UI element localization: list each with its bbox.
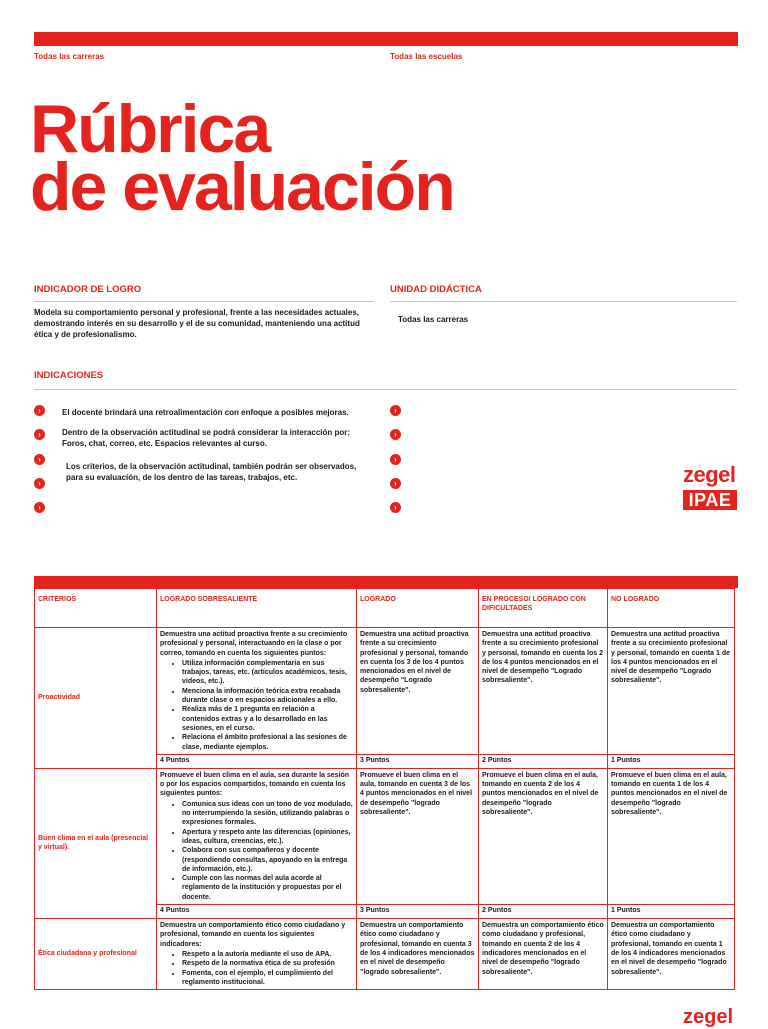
points-cell: 4 Puntos (157, 754, 357, 768)
no-logrado-cell: Demuestra un comportamiento ético como ciudadano y profesional, tomando en cuenta 1 de los 4 indicadores mencionados en el nivel de desempeño "logrado sobresaliente". (608, 919, 735, 990)
bullet-list (160, 950, 353, 987)
rubric-header-row (35, 589, 735, 628)
top-red-bar (34, 32, 738, 46)
logrado-cell: Demuestra un comportamiento ético como ciudadano y profesional, tomando en cuenta 3 de los 4 indicadores mencionados en el nivel de desempeño "logrado sobresaliente". (357, 919, 479, 990)
points-cell: 1 Puntos (608, 754, 735, 768)
indicador-heading: INDICADOR DE LOGRO (34, 284, 142, 295)
arrow-right-circle-icon: › (34, 405, 45, 416)
indicacion-item-1: El docente brindará una retroalimentación con enfoque a posibles mejoras. (62, 408, 349, 417)
arrow-right-circle-icon: › (390, 478, 401, 489)
list-item: • Utiliza información complementaria en sus trabajos, tareas, etc. (artículos académicos, tesis, videos, etc.). (182, 659, 353, 687)
arrow-right-circle-icon: › (34, 502, 45, 513)
indicaciones-heading: INDICACIONES (34, 370, 104, 381)
points-cell: 2 Puntos (479, 905, 608, 919)
all-careers-link[interactable]: Todas las carreras (34, 52, 105, 61)
list-item: • Apertura y respeto ante las diferencias (opiniones, ideas, cultura, creencias, etc.). (182, 828, 353, 847)
arrow-right-circle-icon: › (390, 429, 401, 440)
bullet-list (160, 800, 353, 902)
header-logrado-sobresaliente: LOGRADO SOBRESALIENTE (157, 589, 357, 628)
zegel-logo: zegel (683, 462, 736, 487)
criterion-cell: Proactividad (35, 628, 157, 769)
indicador-text: Modela su comportamiento personal y profesional, frente a las necesidades actuales, demostrando interés en su desarrollo y el de su comunidad, manteniendo una actitud ética y de profesionalismo. (34, 308, 360, 339)
table-red-bar (34, 576, 738, 588)
indicacion-item-3: Los criterios, de la observación actitudinal, también podrán ser observados, para su evaluación, de los dentro de las tareas, trabajos, etc. (66, 462, 357, 482)
indicaciones-divider (34, 389, 737, 390)
criterion-cell: Buen clima en el aula (presencial y virtual). (35, 768, 157, 918)
list-item: • Cumple con las normas del aula acorde al reglamento de la institución y propuestas por el docente. (182, 874, 353, 902)
points-cell: 4 Puntos (157, 905, 357, 919)
page-title-line2: de evaluación (30, 149, 454, 225)
en-proceso-cell: Promueve el buen clima en el aula, tomando en cuenta 2 de los 4 puntos mencionados en el nivel de desempeño "logrado sobresaliente". (479, 768, 608, 904)
criterion-cell: Ética ciudadana y profesional (35, 919, 157, 990)
table-row (35, 628, 735, 755)
no-logrado-cell: Promueve el buen clima en el aula, tomando en cuenta 1 de los 4 puntos mencionados en el nivel de desempeño "logrado sobresaliente". (608, 768, 735, 904)
no-logrado-cell: Demuestra una actitud proactiva frente a su crecimiento profesional y personal, tomando en cuenta 1 de los 4 puntos mencionados en el nivel de desempeño "Logrado sobresaliente". (608, 628, 735, 755)
list-item: • Relaciona el ámbito profesional a las sesiones de clase, mediante ejemplos. (182, 733, 353, 752)
indicador-divider (34, 301, 374, 302)
arrow-right-circle-icon: › (34, 429, 45, 440)
points-cell: 3 Puntos (357, 905, 479, 919)
arrow-right-circle-icon: › (390, 454, 401, 465)
table-row (35, 919, 735, 990)
arrow-right-circle-icon: › (390, 405, 401, 416)
list-item: • Realiza más de 1 pregunta en relación a contenidos extras y a lo desarrollado en las sesiones, en el curso. (182, 705, 353, 733)
arrow-right-circle-icon: › (34, 454, 45, 465)
unidad-text: Todas las carreras (398, 315, 469, 324)
header-en-proceso: EN PROCESO/ LOGRADO CON DIFICULTADES (479, 589, 608, 628)
indicacion-item-2: Dentro de la observación actitudinal se podrá considerar la interacción por: Foros, chat, correo, etc. Espacios relevantes al curso. (62, 428, 351, 448)
list-item: • Respeto de la normativa ética de su profesión (182, 959, 353, 968)
arrow-right-circle-icon: › (390, 502, 401, 513)
header-criterios: CRITERIOS (35, 589, 157, 628)
list-item: • Menciona la información teórica extra recabada durante clase o en espacios adicionales a ello. (182, 687, 353, 706)
points-cell: 2 Puntos (479, 754, 608, 768)
arrow-right-circle-icon: › (34, 478, 45, 489)
sobresaliente-cell (157, 768, 357, 904)
zegel-logo-footer: zegel (683, 1006, 734, 1028)
header-no-logrado: NO LOGRADO (608, 589, 735, 628)
table-row (35, 768, 735, 904)
cell-intro: Demuestra un comportamiento ético como ciudadano y profesional, tomando en cuenta los siguientes indicadores: (160, 922, 346, 948)
unidad-heading: UNIDAD DIDÁCTICA (390, 284, 482, 295)
ipae-logo: IPAE (683, 490, 737, 510)
header-logrado: LOGRADO (357, 589, 479, 628)
list-item: • Respeto a la autoría mediante el uso de APA. (182, 950, 353, 959)
logrado-cell: Promueve el buen clima en el aula, tomando en cuenta 3 de los 4 puntos mencionados en el nivel de desempeño "logrado sobresaliente". (357, 768, 479, 904)
points-cell: 1 Puntos (608, 905, 735, 919)
unidad-divider (390, 301, 737, 302)
points-cell: 3 Puntos (357, 754, 479, 768)
page-title-line1: Rúbrica (30, 91, 270, 167)
sobresaliente-cell (157, 628, 357, 755)
en-proceso-cell: Demuestra un comportamiento ético como ciudadano y profesional, tomando en cuenta 2 de los 4 indicadores mencionados en el nivel de desempeño "logrado sobresaliente". (479, 919, 608, 990)
all-schools-link[interactable]: Todas las escuelas (390, 52, 463, 61)
list-item: • Colabora con sus compañeros y docente (respondiendo consultas, apoyando en la entrega de información, etc.). (182, 846, 353, 874)
en-proceso-cell: Demuestra una actitud proactiva frente a su crecimiento profesional y personal, tomando en cuenta los 2 de los 4 puntos mencionados en el nivel de desempeño "Logrado sobresaliente". (479, 628, 608, 755)
list-item: • Fomenta, con el ejemplo, el cumplimiento del reglamento institucional. (182, 969, 353, 988)
page-title (30, 91, 454, 225)
rubric-table (34, 588, 735, 990)
sobresaliente-cell (157, 919, 357, 990)
cell-intro: Promueve el buen clima en el aula, sea durante la sesión o por los espacios compartidos, tomando en cuenta los siguientes puntos: (160, 771, 350, 798)
bullet-list (160, 659, 353, 752)
logrado-cell: Demuestra una actitud proactiva frente a su crecimiento profesional y personal, tomando en cuenta los 3 de los 4 puntos mencionados en el nivel de desempeño "Logrado sobresaliente". (357, 628, 479, 755)
list-item: • Comunica sus ideas con un tono de voz modulado, no interrumpiendo la sesión, utilizando palabras o expresiones formales. (182, 800, 353, 828)
cell-intro: Demuestra una actitud proactiva frente a su crecimiento profesional y personal, interactuando en la clase o por correo, tomando en cuenta los siguientes puntos: (160, 631, 348, 657)
